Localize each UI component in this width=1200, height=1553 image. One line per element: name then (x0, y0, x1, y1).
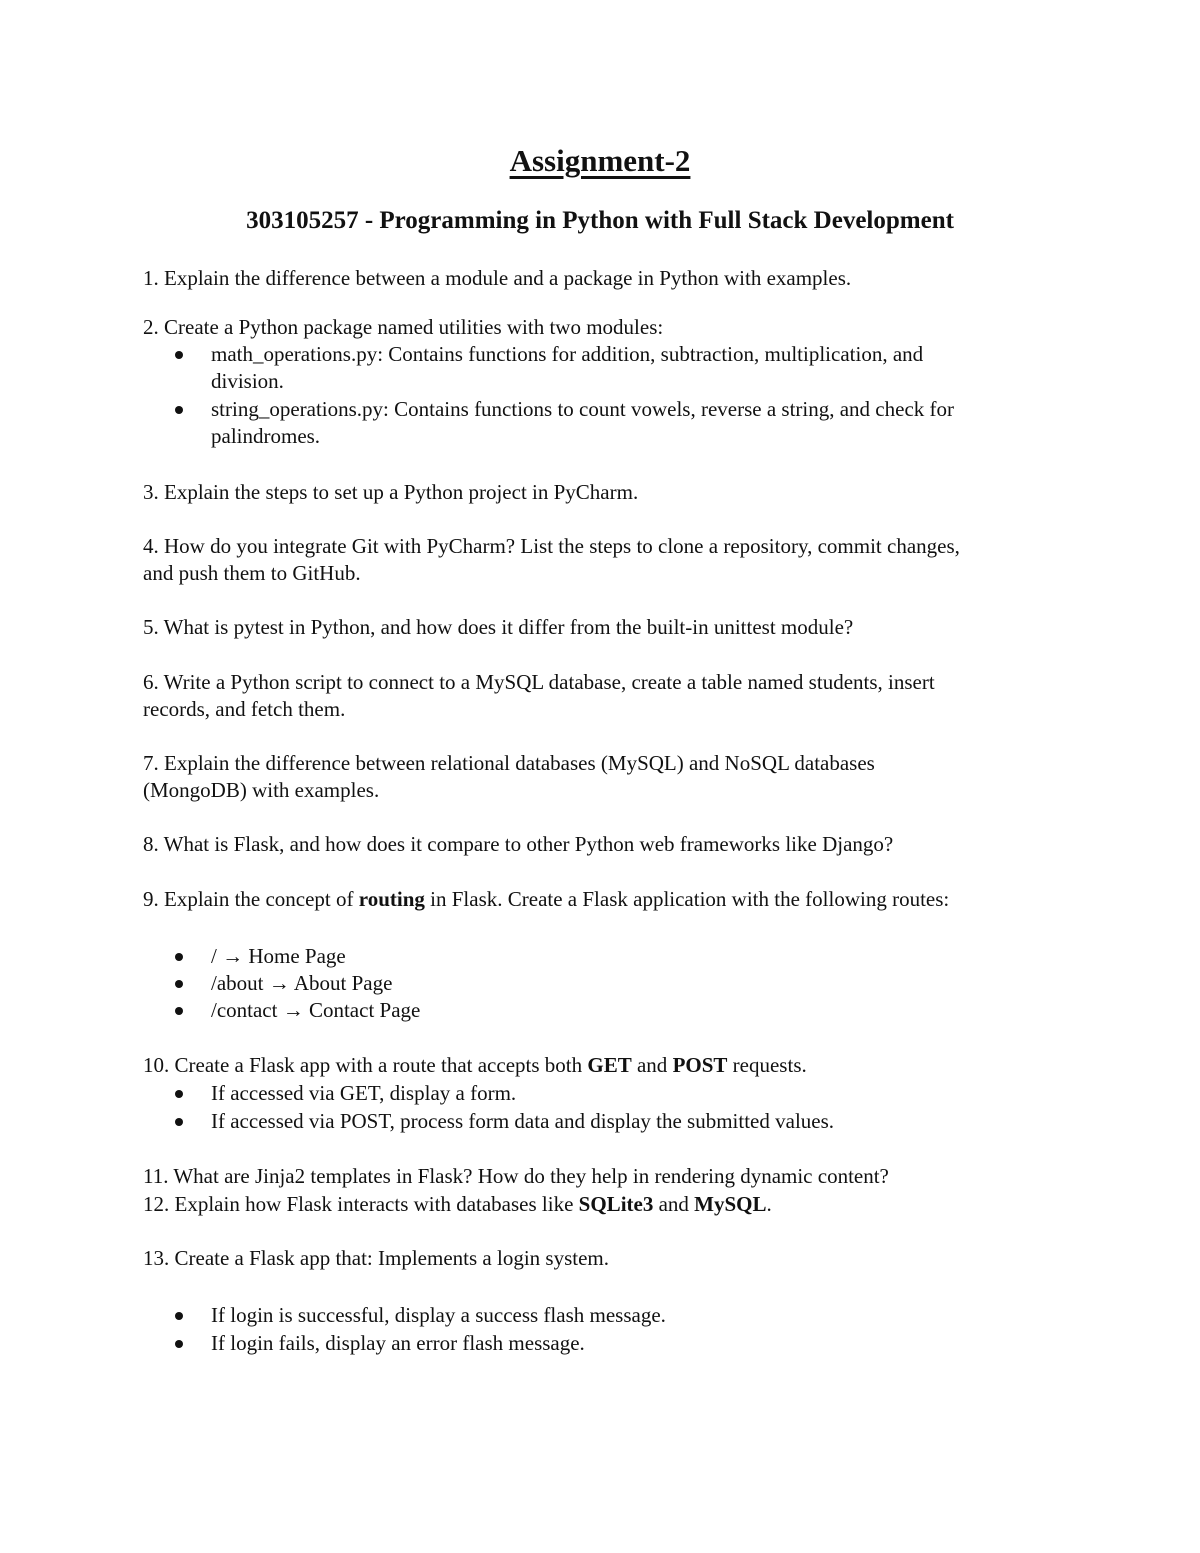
bullet-icon (175, 980, 183, 988)
route-item-home: / → Home Page (211, 944, 346, 968)
question-5: 5. What is pytest in Python, and how does it differ from the built-in unittest module? (143, 615, 854, 639)
question-4-cont: and push them to GitHub. (143, 561, 361, 585)
question-1: 1. Explain the difference between a module and a package in Python with examples. (143, 266, 852, 290)
question-7: 7. Explain the difference between relational databases (MySQL) and NoSQL databases (143, 751, 875, 775)
keyword-post: POST (672, 1053, 728, 1077)
route-item-about: /about → About Page (211, 971, 393, 995)
document-title: Assignment-2 (509, 143, 691, 178)
question-8: 8. What is Flask, and how does it compare to other Python web frameworks like Django? (143, 832, 894, 856)
course-subtitle: 303105257 - Programming in Python with Full Stack Development (246, 207, 954, 234)
bullet-icon (175, 1118, 183, 1126)
question-12: 12. Explain how Flask interacts with databases like SQLite3 and MySQL. (143, 1192, 772, 1216)
bullet-icon (175, 1007, 183, 1015)
question-4: 4. How do you integrate Git with PyCharm? List the steps to clone a repository, commit changes, (143, 534, 960, 558)
question-10-item-2: If accessed via POST, process form data and display the submitted values. (211, 1109, 835, 1133)
bullet-icon (175, 1312, 183, 1320)
question-11: 11. What are Jinja2 templates in Flask? How do they help in rendering dynamic content? (143, 1164, 889, 1188)
question-13: 13. Create a Flask app that: Implements a login system. (143, 1246, 609, 1270)
bullet-icon (175, 351, 183, 359)
route-item-contact: /contact → Contact Page (211, 998, 421, 1022)
bullet-icon (175, 953, 183, 961)
keyword-mysql: MySQL (694, 1192, 767, 1216)
bullet-icon (175, 1090, 183, 1098)
question-2: 2. Create a Python package named utilities with two modules: (143, 315, 664, 339)
question-10: 10. Create a Flask app with a route that accepts both GET and POST requests. (143, 1053, 807, 1077)
question-3: 3. Explain the steps to set up a Python project in PyCharm. (143, 480, 639, 504)
question-2-item-1: math_operations.py: Contains functions for addition, subtraction, multiplication, and (211, 342, 924, 366)
bullet-icon (175, 406, 183, 414)
question-6: 6. Write a Python script to connect to a MySQL database, create a table named students, insert (143, 670, 935, 694)
question-2-item-2-cont: palindromes. (211, 424, 321, 448)
question-2-item-2: string_operations.py: Contains functions to count vowels, reverse a string, and check for (211, 397, 954, 421)
question-10-item-1: If accessed via GET, display a form. (211, 1081, 517, 1105)
keyword-sqlite3: SQLite3 (578, 1192, 654, 1216)
question-2-item-1-cont: division. (211, 369, 284, 393)
question-13-item-1: If login is successful, display a success flash message. (211, 1303, 666, 1327)
question-9: 9. Explain the concept of routing in Flask. Create a Flask application with the following routes: (143, 887, 950, 911)
question-13-item-2: If login fails, display an error flash message. (211, 1331, 585, 1355)
bullet-icon (175, 1340, 183, 1348)
question-7-cont: (MongoDB) with examples. (143, 778, 380, 802)
keyword-routing: routing (358, 887, 425, 911)
keyword-get: GET (587, 1053, 632, 1077)
question-6-cont: records, and fetch them. (143, 697, 346, 721)
